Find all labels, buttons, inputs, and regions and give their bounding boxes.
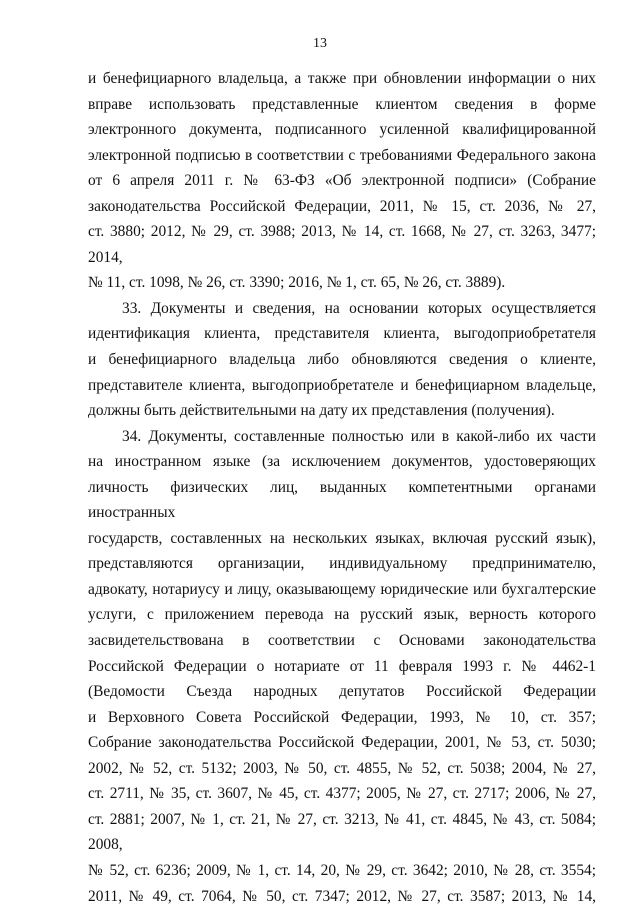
text-line: и Верховного Совета Российской Федерации, 1993, № 10, ст. 357; — [88, 705, 596, 731]
text-line: и бенефициарного владельца либо обновляются сведения о клиенте, — [88, 347, 596, 373]
text-line: государств, составленных на нескольких языках, включая русский язык), — [88, 526, 596, 552]
text-line: электронного документа, подписанного усиленной квалифицированной — [88, 117, 596, 143]
text-line: услуги, с приложением перевода на русский язык, верность которого — [88, 602, 596, 628]
text-line: от 6 апреля 2011 г. № 63-ФЗ «Об электронной подписи» (Собрание — [88, 168, 596, 194]
text-line: представляются организации, индивидуальному предпринимателю, — [88, 551, 596, 577]
text-line: (Ведомости Съезда народных депутатов Российской Федерации — [88, 679, 596, 705]
paragraph-item-34 — [88, 424, 596, 909]
text-line: 2011, № 49, ст. 7064, № 50, ст. 7347; 2012, № 27, ст. 3587; 2013, № 14, — [88, 884, 596, 909]
paragraph-continuation — [88, 66, 596, 296]
text-line: 34. Документы, составленные полностью или в какой-либо их части — [88, 424, 596, 450]
text-line: ст. 2881; 2007, № 1, ст. 21, № 27, ст. 3213, № 41, ст. 4845, № 43, ст. 5084; 2008, — [88, 807, 596, 858]
text-line: Собрание законодательства Российской Федерации, 2001, № 53, ст. 5030; — [88, 730, 596, 756]
text-line: Российской Федерации о нотариате от 11 февраля 1993 г. № 4462-1 — [88, 654, 596, 680]
text-line: № 52, ст. 6236; 2009, № 1, ст. 14, 20, № 29, ст. 3642; 2010, № 28, ст. 3554; — [88, 858, 596, 884]
paragraph-item-33 — [88, 296, 596, 424]
text-line: 2002, № 52, ст. 5132; 2003, № 50, ст. 4855, № 52, ст. 5038; 2004, № 27, — [88, 756, 596, 782]
text-line: засвидетельствована в соответствии с Основами законодательства — [88, 628, 596, 654]
text-line: и бенефициарного владельца, а также при обновлении информации о них — [88, 66, 596, 92]
text-line: на иностранном языке (за исключением документов, удостоверяющих — [88, 449, 596, 475]
page-number: 13 — [0, 36, 640, 52]
text-line: должны быть действительными на дату их представления (получения). — [88, 398, 596, 424]
text-line: ст. 3880; 2012, № 29, ст. 3988; 2013, № 14, ст. 1668, № 27, ст. 3263, 3477; 2014, — [88, 219, 596, 270]
text-line: адвокату, нотариусу и лицу, оказывающему юридические или бухгалтерские — [88, 577, 596, 603]
text-line: ст. 2711, № 35, ст. 3607, № 45, ст. 4377; 2005, № 27, ст. 2717; 2006, № 27, — [88, 781, 596, 807]
document-body — [88, 66, 596, 909]
text-line: вправе использовать представленные клиентом сведения в форме — [88, 92, 596, 118]
text-line: личность физических лиц, выданных компетентными органами иностранных — [88, 475, 596, 526]
text-line: 33. Документы и сведения, на основании которых осуществляется — [88, 296, 596, 322]
text-line: законодательства Российской Федерации, 2011, № 15, ст. 2036, № 27, — [88, 194, 596, 220]
text-line: № 11, ст. 1098, № 26, ст. 3390; 2016, № 1, ст. 65, № 26, ст. 3889). — [88, 270, 596, 296]
text-line: идентификация клиента, представителя клиента, выгодоприобретателя — [88, 321, 596, 347]
text-line: электронной подписью в соответствии с требованиями Федерального закона — [88, 143, 596, 169]
text-line: представителе клиента, выгодоприобретателе и бенефициарном владельце, — [88, 373, 596, 399]
